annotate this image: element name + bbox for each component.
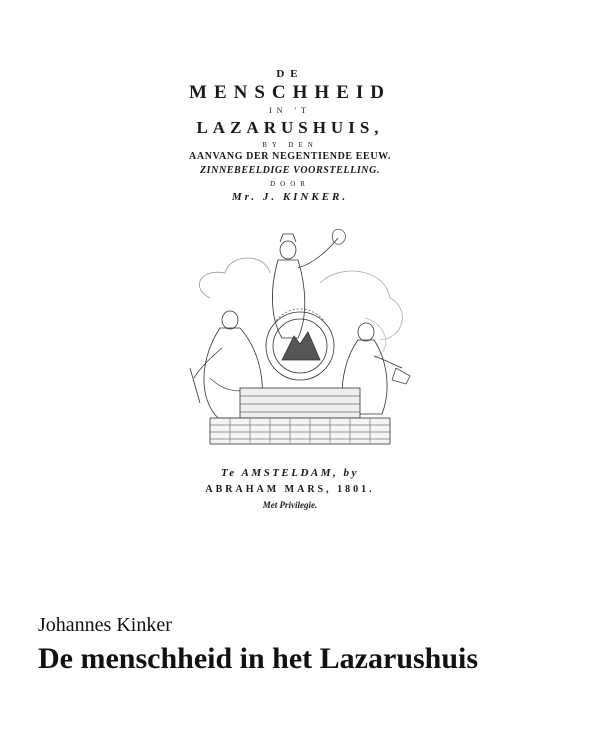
title-page-menschheid: MENSCHHEID [189, 82, 391, 103]
title-page-zinnebeeldige: ZINNEBEELDIGE VOORSTELLING. [199, 165, 381, 176]
title-page-privilege: Met Privilegie. [262, 500, 318, 510]
title-page-publisher: ABRAHAM MARS, 1801. [205, 484, 375, 495]
book-title: De menschheid in het Lazarushuis [38, 642, 479, 675]
title-page-lazarushuis: LAZARUSHUIS, [196, 118, 384, 137]
title-page-in-t: IN 'T [269, 106, 311, 115]
title-page-door: DOOR [270, 180, 310, 188]
title-page-de: DE [276, 68, 304, 80]
author-name: Johannes Kinker [38, 614, 172, 636]
allegorical-engraving-illustration [170, 228, 414, 448]
title-page-scan [140, 60, 440, 530]
title-page-aanvang: AANVANG DER NEGENTIENDE EEUW. [189, 151, 391, 162]
title-page-author: Mr. J. KINKER. [231, 191, 349, 203]
title-page-city: Te AMSTELDAM, by [221, 467, 359, 479]
title-page-bij-den: BY DEN [262, 141, 318, 149]
